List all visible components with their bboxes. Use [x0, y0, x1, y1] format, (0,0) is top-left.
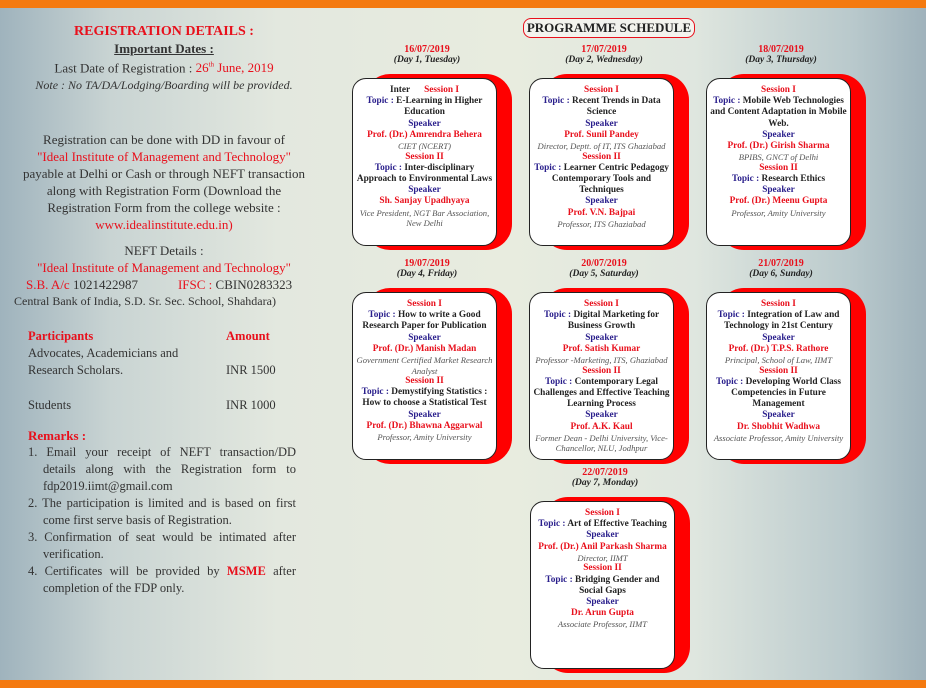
msme-text: MSME: [226, 564, 266, 578]
topic-label: Topic :: [715, 376, 744, 387]
topic-label: Topic :: [713, 96, 741, 107]
speaker-name: Sh. Sanjay Upadhyaya: [379, 196, 470, 207]
speaker-affiliation: Vice President, NGT Bar Association, New Delhi: [359, 207, 490, 229]
session: [710, 366, 847, 444]
session-label: Session II: [759, 365, 798, 376]
session: [534, 508, 671, 563]
day-card: [706, 78, 851, 246]
topic-label: Topic :: [717, 310, 745, 321]
participant: Students: [28, 398, 72, 412]
session-topic: [356, 163, 493, 185]
topic-label: Topic :: [361, 387, 389, 398]
topic-text: Recent Trends in Data Science: [572, 96, 661, 118]
day-card: [706, 292, 851, 460]
topic-label: Topic :: [543, 310, 572, 321]
remarks: [28, 427, 296, 597]
topic-label: Topic :: [374, 162, 403, 173]
remark-item: 2. The participation is limited and is based on first come first serve basis of Registration.: [28, 496, 296, 527]
speaker-name: Prof. (Dr.) Meenu Gupta: [729, 196, 828, 207]
amount: INR 1500: [226, 363, 276, 377]
session-topic: [710, 96, 847, 130]
day-schedule: [529, 258, 679, 454]
remark-item: 1. Email your receipt of NEFT transaction/DD details along with the Registration form to fdp2019.iimt@gmail.com: [28, 445, 296, 493]
session-label: Session II: [583, 563, 622, 574]
day-card: [529, 292, 674, 460]
speaker-affiliation: Former Dean - Delhi University, Vice-Chancellor, NLU, Jodhpur: [535, 432, 668, 454]
session-topic: [533, 310, 670, 332]
ifsc-code: CBIN0283323: [212, 277, 293, 292]
session-label: Session II: [405, 376, 444, 387]
topic-text: Art of Effective Teaching: [567, 519, 667, 530]
instructions-text: Registration can be done with DD in favour of: [43, 132, 285, 147]
session-topic: [356, 96, 493, 118]
neft-details: [14, 242, 314, 310]
fee-row: [28, 345, 288, 379]
day-date: 18/07/2019: [758, 44, 804, 55]
topic-text: Digital Marketing for Business Growth: [567, 310, 660, 332]
day-name: (Day 7, Monday): [571, 478, 639, 488]
speaker-name: Prof. Satish Kumar: [562, 343, 641, 354]
day-date: 19/07/2019: [404, 258, 450, 269]
registration-header: [14, 24, 314, 93]
speaker-affiliation: Director, Deptt. of IT, ITS Ghaziabad: [537, 141, 666, 152]
session-topic: [534, 519, 671, 530]
speaker-label: Speaker: [762, 410, 795, 421]
speaker-label: Speaker: [408, 185, 441, 196]
speaker-name: Prof. (Dr.) T.P.S. Rathore: [728, 343, 829, 354]
day-date: 21/07/2019: [758, 258, 804, 269]
speaker-label: Speaker: [762, 332, 795, 343]
session-topic: [356, 310, 493, 332]
day-schedule: [530, 467, 680, 630]
website-link[interactable]: www.idealinstitute.edu.in): [95, 217, 233, 232]
speaker-label: Speaker: [408, 409, 441, 420]
topic-text: Learner Centric Pedagogy Contemporary Tools and Techniques: [551, 162, 669, 196]
topic-text: Bridging Gender and Social Gaps: [575, 574, 660, 596]
session: [710, 163, 847, 218]
bottom-orange-bar: [0, 680, 926, 688]
speaker-label: Speaker: [585, 332, 618, 343]
speaker-affiliation: Director, IIMT: [577, 552, 628, 563]
speaker-affiliation: Associate Professor, IIMT: [557, 619, 648, 630]
speaker-name: Prof. Sunil Pandey: [564, 129, 639, 140]
session-label: Session II: [759, 162, 798, 173]
speaker-name: Prof. (Dr.) Manish Madan: [372, 343, 477, 354]
programme-schedule-title: PROGRAMME SCHEDULE: [523, 18, 695, 38]
session: [533, 366, 670, 454]
institute-name: "Ideal Institute of Management and Technology": [37, 149, 291, 164]
session-topic: [710, 310, 847, 332]
session-label: Session II: [582, 151, 621, 162]
day-name: (Day 5, Saturday): [569, 269, 639, 279]
session-label: Session I: [761, 299, 796, 309]
speaker-name: Prof. (Dr.) Girish Sharma: [727, 141, 830, 152]
speaker-name: Prof. V.N. Bajpai: [567, 207, 636, 218]
speaker-affiliation: Principal, School of Law, IIMT: [724, 355, 833, 366]
session: [710, 85, 847, 163]
account-number: 1021422987: [69, 277, 138, 292]
topic-text: Developing World Class Competencies in Future Management: [731, 376, 842, 410]
session-topic: [533, 96, 670, 118]
speaker-label: Speaker: [762, 185, 795, 196]
day-date: 17/07/2019: [581, 44, 627, 55]
speaker-label: Speaker: [586, 596, 619, 607]
speaker-affiliation: Professor, Amity University: [377, 432, 472, 443]
topic-text: Mobile Web Technologies and Content Adaptation in Mobile Web.: [710, 96, 847, 129]
session-label: Session I: [407, 299, 442, 309]
day-date: 16/07/2019: [404, 44, 450, 55]
registration-title: REGISTRATION DETAILS :: [74, 24, 254, 39]
day-name: (Day 2, Wednesday): [565, 55, 643, 65]
account-label: S.B. A/c: [26, 277, 70, 292]
session: [356, 85, 493, 152]
day-name: (Day 3, Thursday): [745, 55, 817, 65]
topic-text: How to write a Good Research Paper for Publication: [362, 310, 487, 332]
fee-table: [28, 328, 288, 414]
session-label: Session II: [582, 365, 621, 376]
speaker-affiliation: Professor -Marketing, ITS, Ghaziabad: [535, 355, 668, 366]
last-date-value: 26th June, 2019: [195, 60, 274, 76]
day-schedule: [352, 44, 502, 229]
day-schedule: [706, 258, 856, 443]
fee-row: [28, 397, 288, 414]
topic-label: Topic :: [544, 376, 573, 387]
speaker-affiliation: Government Certified Market Research Analyst: [356, 355, 493, 376]
topic-label: Topic :: [538, 519, 566, 530]
topic-text: Demystifying Statistics : How to choose a Statistical Test: [362, 387, 488, 409]
important-dates-heading: Important Dates :: [114, 40, 214, 56]
neft-heading: NEFT Details :: [124, 243, 204, 258]
session-label: Inter Session I: [389, 85, 460, 95]
day-card: [352, 292, 497, 460]
day-date: 20/07/2019: [581, 258, 627, 269]
session: [534, 563, 671, 630]
day-card: [530, 501, 675, 669]
bank-name: Central Bank of India, S.D. Sr. Sec. School, Shahdara): [14, 294, 276, 308]
remark-item: 4. Certificates will be provided by MSME after completion of the FDP only.: [28, 564, 296, 595]
remarks-heading: Remarks :: [28, 428, 87, 443]
participant: Advocates, Academicians and Research Scholars.: [28, 346, 179, 377]
top-orange-bar: [0, 0, 926, 8]
registration-instructions: [14, 131, 314, 233]
day-card: [529, 78, 674, 246]
session-topic: [533, 377, 670, 411]
topic-text: E-Learning in Higher Education: [396, 96, 483, 118]
speaker-affiliation: BPIBS, GNCT of Delhi: [738, 152, 819, 163]
amount: INR 1000: [226, 398, 276, 412]
session-label: Session I: [585, 508, 620, 518]
last-date-label: Last Date of Registration :: [54, 60, 196, 76]
speaker-affiliation: CIET (NCERT): [397, 141, 452, 152]
session-label: Session I: [584, 85, 619, 95]
session: [356, 152, 493, 229]
day-schedule: [529, 44, 679, 229]
day-name: (Day 4, Friday): [396, 269, 458, 279]
ifsc-label: IFSC :: [177, 277, 213, 292]
participants-heading: Participants: [28, 329, 94, 343]
day-schedule: [352, 258, 502, 443]
session: [356, 376, 493, 443]
day-name: (Day 6, Sunday): [749, 269, 813, 279]
topic-text: Contemporary Legal Challenges and Effective Teaching Learning Process: [533, 376, 670, 410]
topic-label: Topic :: [731, 173, 760, 184]
speaker-label: Speaker: [408, 332, 441, 343]
speaker-label: Speaker: [408, 118, 441, 129]
speaker-label: Speaker: [585, 118, 618, 129]
speaker-name: Dr. Shobhit Wadhwa: [737, 421, 820, 432]
speaker-label: Speaker: [762, 129, 795, 140]
instructions-text-2: payable at Delhi or Cash or through NEFT transaction along with Registration Form (Download the Registration Form from the college website : www.idealinstitute.edu.in): [22, 166, 306, 232]
speaker-label: Speaker: [585, 410, 618, 421]
speaker-name: Prof. A.K. Kaul: [570, 421, 633, 432]
topic-text: Inter-disciplinary Approach to Environmental Laws: [356, 162, 493, 184]
topic-text: Research Ethics: [761, 173, 826, 184]
speaker-label: Speaker: [586, 530, 619, 541]
topic-label: Topic :: [534, 162, 562, 173]
session-label: Session II: [405, 151, 444, 162]
day-schedule: [706, 44, 856, 218]
speaker-label: Speaker: [585, 196, 618, 207]
session: [533, 152, 670, 230]
session: [356, 299, 493, 376]
session-label: Session I: [761, 85, 796, 95]
topic-label: Topic :: [545, 574, 573, 585]
session-topic: [710, 174, 847, 185]
speaker-affiliation: Associate Professor, Amity University: [713, 432, 844, 443]
topic-label: Topic :: [542, 96, 570, 107]
amount-heading: Amount: [226, 329, 270, 343]
note: Note : No TA/DA/Lodging/Boarding will be provided.: [35, 77, 293, 92]
speaker-affiliation: Professor, Amity University: [731, 207, 826, 218]
session-label: Session I: [584, 299, 619, 309]
speaker-name: Dr. Arun Gupta: [571, 608, 634, 619]
remark-item: 3. Confirmation of seat would be intimated after verification.: [28, 530, 296, 561]
session-topic: [710, 377, 847, 411]
session-topic: [533, 163, 670, 197]
account-line: [14, 276, 314, 293]
day-date: 22/07/2019: [582, 467, 628, 478]
topic-label: Topic :: [366, 96, 394, 107]
day-name: (Day 1, Tuesday): [393, 55, 461, 65]
speaker-name: Prof. (Dr.) Bhawna Aggarwal: [366, 420, 483, 431]
session: [533, 299, 670, 366]
session-topic: [534, 575, 671, 597]
session: [710, 299, 847, 366]
stray-text: Inter: [389, 85, 411, 95]
topic-text: Integration of Law and Technology in 21st Century: [724, 310, 840, 332]
neft-institute: "Ideal Institute of Management and Technology": [37, 260, 291, 275]
topic-label: Topic :: [368, 310, 396, 321]
day-card: [352, 78, 497, 246]
speaker-name: Prof. (Dr.) Anil Parkash Sharma: [538, 541, 667, 552]
speaker-name: Prof. (Dr.) Amrendra Behera: [367, 129, 482, 140]
last-date: [14, 57, 314, 77]
session-topic: [356, 387, 493, 409]
speaker-affiliation: Professor, ITS Ghaziabad: [557, 218, 646, 229]
session: [533, 85, 670, 152]
